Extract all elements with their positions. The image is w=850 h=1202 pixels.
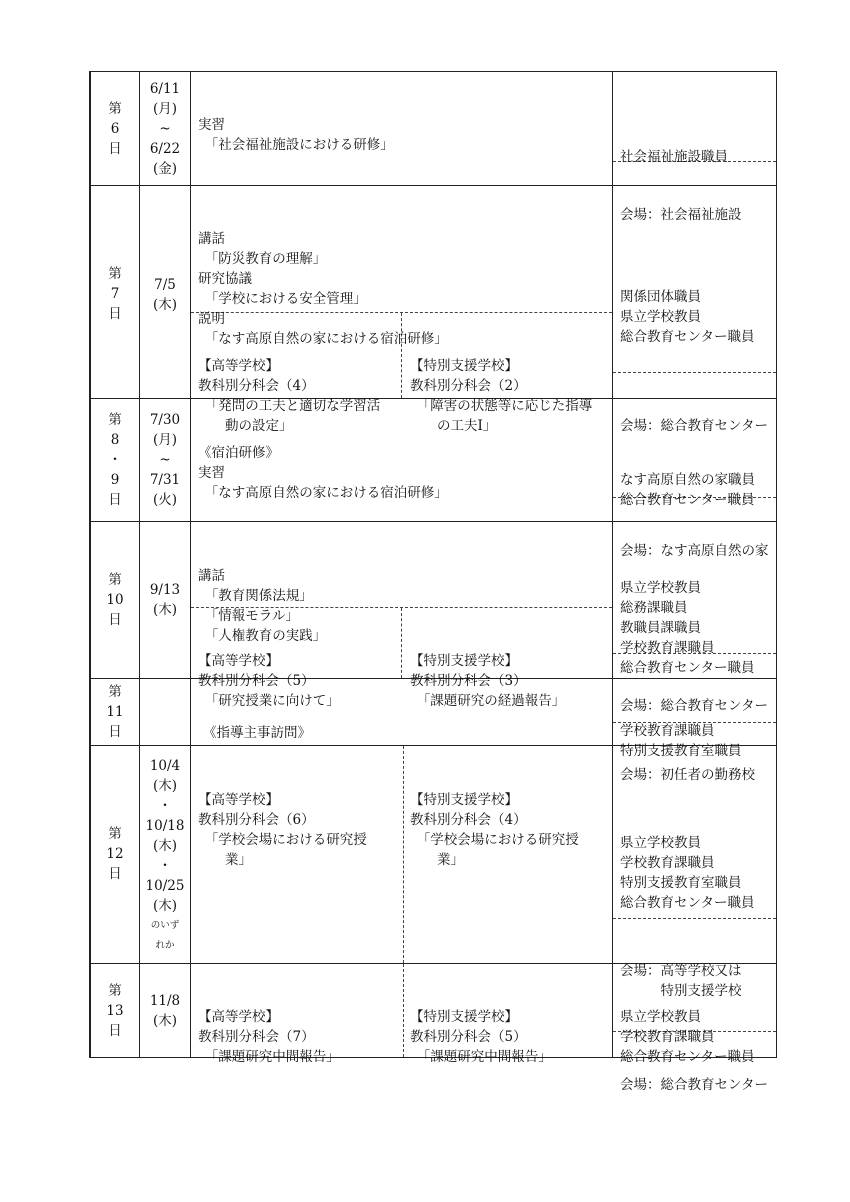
special-support-session: 【特別支援学校】 教科別分科会（3） 「課題研究の経過報告」 — [410, 653, 566, 709]
date-label: 10/4 (木) ・ 10/18 (木) ・ 10/25 (木) のいず れか — [145, 758, 185, 951]
staff-list: 県立学校教員 学校教育課職員 総合教育センター職員 — [620, 1009, 755, 1065]
staff-list: 県立学校教員 総務課職員 教職員課職員 学校教育課職員 総合教育センター職員 — [620, 580, 755, 676]
content-text: 《宿泊研修》 実習 「なす高原自然の家における宿泊研修」 — [198, 445, 448, 501]
staff-list: 県立学校教員 学校教育課職員 特別支援教育室職員 総合教育センター職員 — [620, 835, 755, 911]
day-label: 第 6 日 — [108, 101, 122, 157]
table-right-border-b — [776, 521, 777, 1058]
staff-list: 関係団体職員 県立学校教員 総合教育センター職員 — [620, 289, 755, 345]
venue-label: 会場：総合教育センター — [620, 698, 768, 714]
day-label: 第 10 日 — [106, 572, 124, 628]
special-support-session: 【特別支援学校】 教科別分科会（5） 「課題研究中間報告」 — [410, 1009, 552, 1065]
staff-list: 社会福祉施設職員 — [620, 149, 728, 165]
day-label: 第 12 日 — [106, 826, 124, 882]
venue-label: 会場：なす高原自然の家 — [620, 543, 769, 559]
venue-label: 会場：初任者の勤務校 — [620, 767, 755, 783]
high-school-session: 【高等学校】 教科別分科会（6） 「学校会場における研究授 業」 — [198, 792, 367, 868]
column-divider-date-content — [190, 71, 191, 1058]
table-left-border — [89, 71, 91, 1058]
date-label: 11/8 (木) — [149, 993, 181, 1029]
date-label: 6/11 (月) ~ 6/22 (金) — [149, 81, 181, 177]
content-split-vline — [401, 608, 402, 678]
table-right-border-a — [776, 71, 777, 521]
row-rule-top — [89, 71, 777, 72]
day-label: 第 11 日 — [106, 684, 124, 740]
content-split-vline — [403, 964, 404, 1057]
content-text: 《指導主事訪問》 — [203, 725, 311, 741]
date-label: 9/13 (木) — [149, 582, 181, 618]
column-divider-content-staff — [612, 71, 613, 1058]
special-support-session: 【特別支援学校】 教科別分科会（2） 「障害の状態等に応じた指導 の工夫Ⅰ」 — [410, 358, 593, 434]
high-school-session: 【高等学校】 教科別分科会（4） 「発問の工夫と適切な学習活 動の設定」 — [198, 358, 381, 434]
content-text: 講話 「防災教育の理解」 研究協議 「学校における安全管理」 説明 「なす高原自然の家における宿泊研修」 — [198, 231, 448, 347]
special-support-session: 【特別支援学校】 教科別分科会（4） 「学校会場における研究授 業」 — [410, 792, 579, 868]
day-label: 第 13 日 — [106, 983, 124, 1039]
content-text: 実習 「社会福祉施設における研修」 — [198, 117, 394, 153]
staff-list: 学校教育課職員 特別支援教育室職員 — [620, 723, 742, 759]
date-label: 7/30 (月) ~ 7/31 (火) — [149, 412, 181, 508]
high-school-session: 【高等学校】 教科別分科会（5） 「研究授業に向けて」 — [198, 653, 340, 709]
venue-label: 会場：総合教育センター — [620, 1077, 768, 1093]
content-split-vline — [403, 746, 404, 963]
venue-label: 会場：高等学校又は 特別支援学校 — [620, 963, 742, 999]
staff-list: なす高原自然の家職員 総合教育センター職員 — [620, 472, 755, 508]
high-school-session: 【高等学校】 教科別分科会（7） 「課題研究中間報告」 — [198, 1009, 340, 1065]
venue-label: 会場：社会福祉施設 — [620, 207, 742, 223]
day-label: 第 7 日 — [108, 266, 122, 322]
day-label: 第 8 ・ 9 日 — [108, 412, 122, 508]
date-label: 7/5 (木) — [152, 277, 178, 313]
content-text: 講話 「教育関係法規」 「情報モラル」 「人権教育の実践」 — [198, 568, 327, 644]
venue-label: 会場：総合教育センター — [620, 418, 768, 434]
